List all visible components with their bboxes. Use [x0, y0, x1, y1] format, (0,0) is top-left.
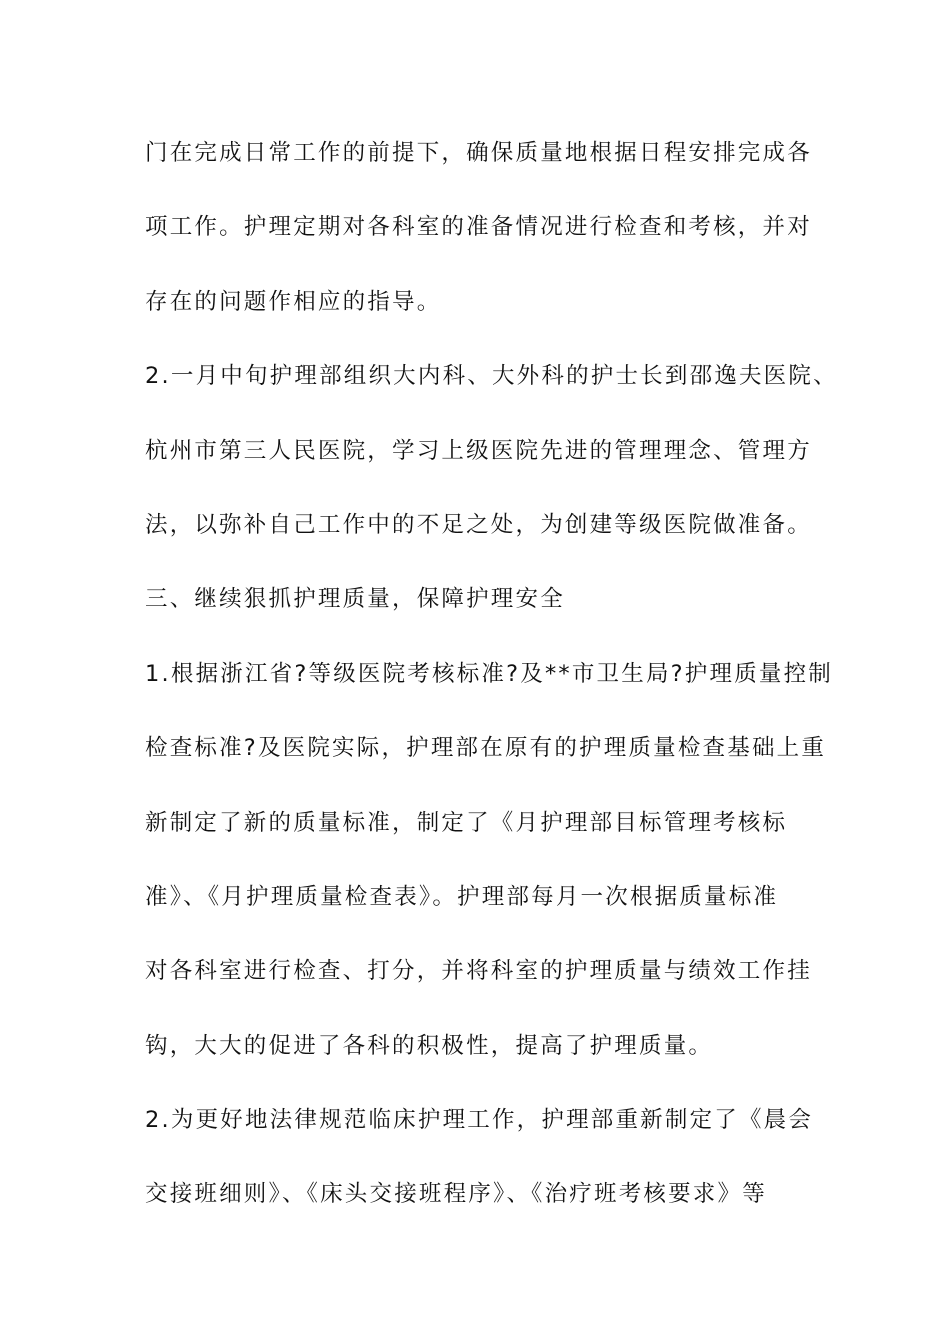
text-line-3: 存在的问题作相应的指导。 [145, 288, 442, 315]
text-line-1: 门在完成日常工作的前提下，确保质量地根据日程安排完成各 [145, 140, 812, 166]
text-line-8: 1.根据浙江省?等级医院考核标准?及**市卫生局?护理质量控制 [145, 660, 833, 687]
text-line-5: 杭州市第三人民医院，学习上级医院先进的管理理念、管理方 [145, 437, 812, 464]
text-line-15: 交接班细则》、《床头交接班程序》、《治疗班考核要求》等 [145, 1181, 767, 1208]
text-line-10: 新制定了新的质量标准，制定了《月护理部目标管理考核标 [145, 809, 788, 836]
body-text [145, 130, 838, 1246]
text-line-4: 2.一月中旬护理部组织大内科、大外科的护士长到邵逸夫医院、 [145, 363, 838, 390]
section-heading: 三、继续狠抓护理质量，保障护理安全 [145, 586, 565, 613]
text-line-13: 钩，大大的促进了各科的积极性，提高了护理质量。 [145, 1032, 714, 1059]
text-line-9: 检查标准?及医院实际，护理部在原有的护理质量检查基础上重 [145, 735, 827, 762]
text-line-6: 法，以弥补自己工作中的不足之处，为创建等级医院做准备。 [145, 511, 812, 538]
text-line-14: 2.为更好地法律规范临床护理工作，护理部重新制定了《晨会 [145, 1107, 814, 1134]
text-line-12: 对各科室进行检查、打分，并将科室的护理质量与绩效工作挂 [145, 958, 812, 985]
text-line-2: 项工作。护理定期对各科室的准备情况进行检查和考核，并对 [145, 214, 812, 241]
text-line-11: 准》、《月护理质量检查表》。护理部每月一次根据质量标准 [145, 883, 779, 910]
